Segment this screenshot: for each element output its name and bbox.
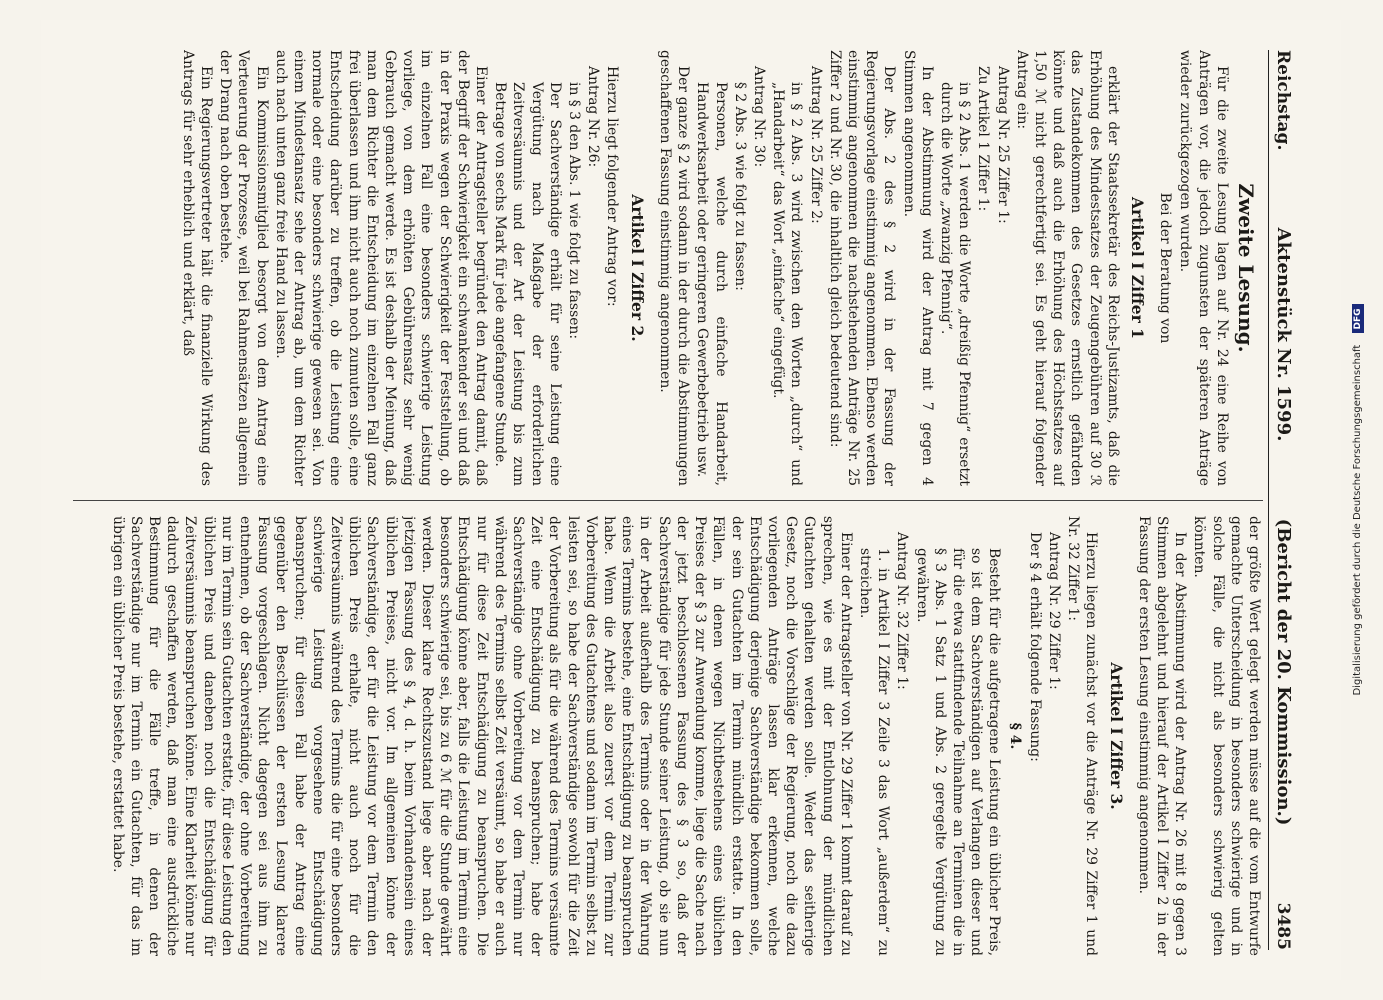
page-header	[1268, 50, 1303, 950]
text-paragraph: Einer der Antragsteller begründet den Antrag damit, daß der Begriff der Schwierigkeit ein schwankender sei und daß in der Praxis wegen der Schwierigkeit der Feststellung, ob im einzelnen Fall eine besonders schwierige Leistung vorliege, von dem erhöhten Gebührensatz sehr wenig Gebrauch gemacht werde. Es ist deshalb der Meinung, daß man dem Richter die Entscheidung im einzelnen Fall ganz frei überlassen und ihm nicht auch noch zumuten solle, eine Entscheidung darüber zu treffen, ob die Leistung eine normale oder eine besonders schwierige gewesen sei. Von einem Mindestansatz sehe der Antrag ab, um dem Richter auch nach unten ganz freie Hand zu lassen.	[272, 50, 490, 486]
paragraph-sign: § 4.	[1006, 722, 1023, 750]
text-paragraph: erklärt der Staatssekretär des Reichs-Justizamts, daß die Erhöhung des Mindestsatzes der Zeugengebühren auf 30 ℛ das Zustandekommen des Gesetzes ernstlich gefährden könnte und daß auch die Erhöhung des Höchstsatzes auf 1,50 ℳ nicht gerechtfertigt sei. Es geht hierauf folgender Antrag ein:	[1013, 50, 1121, 486]
header-left: Reichstag.	[1273, 50, 1293, 151]
motion-label: Antrag Nr. 30:	[750, 66, 767, 168]
motion-label: Antrag Nr. 25 Ziffer 2:	[807, 66, 824, 224]
quoted-motion-text: Personen, welche durch einfache Handarbeit, Handwerksarbeit oder geringeren Gewerbebetrieb usw.	[694, 82, 729, 486]
motion-label: Antrag Nr. 29 Ziffer 1:	[1045, 532, 1062, 690]
header-report-title: (Bericht der 20. Kommission.)	[1273, 518, 1294, 826]
quoted-motion-text: in § 2 Abs. 1 werden die Worte „dreißig Pfennig“ ersetzt durch die Worte „zwanzig Pfennig“.	[937, 82, 973, 486]
credit-text: Digitalisierung gefördert durch die Deutsche Forschungsgemeinschaft	[1352, 344, 1363, 696]
text-paragraph: Hierzu liegt folgender Antrag vor:	[604, 66, 621, 307]
quoted-motion-text: § 2 Abs. 3 wie folgt zu fassen:	[731, 82, 748, 291]
dfg-logo: DFG	[1352, 304, 1364, 333]
motion-label: Antrag Nr. 25 Ziffer 1:	[994, 66, 1011, 224]
article-heading: Artikel I Ziffer 3.	[1106, 662, 1126, 810]
quoted-motion-text: in § 3 den Abs. 1 wie folgt zu fassen:	[566, 82, 583, 340]
text-paragraph: Der ganze § 2 wird sodann in der durch die Abstimmungen geschaffenen Fassung einstimmig angenommen.	[656, 50, 692, 486]
quoted-motion-text: Besteht für die aufgetragene Leistung ein üblicher Preis, so ist dem Sachverständigen auf Verlangen dieser und für die etwa stattfindende Teilnahme an Terminen die in § 3 Abs. 1 Satz 1 und Abs. 2 geregelte Vergütung zu gewähren.	[913, 548, 1003, 956]
page-number: 3485	[1273, 902, 1293, 950]
text-paragraph: Der Abs. 2 des § 2 wird in der Fassung der Regierungsvorlage einstimmig angenommen. Ebenso werden einstimmig angenommen die nachstehenden Anträge Nr. 25 Ziffer 2 und Nr. 30, die inhaltlich gleich bedeutend sind:	[826, 50, 898, 486]
article-heading: Artikel I Ziffer 1	[1127, 197, 1147, 339]
motion-label: Antrag Nr. 32 Ziffer 1:	[894, 532, 911, 690]
article-heading: Artikel I Ziffer 2.	[627, 194, 647, 342]
motion-label: Antrag Nr. 26:	[585, 66, 602, 168]
quoted-motion-text: in § 2 Abs. 3 wird zwischen den Worten „durch“ und „Handarbeit“ das Wort „einfache“ eingefügt.	[770, 82, 805, 486]
text-paragraph: Hierzu liegen zunächst vor die Anträge Nr. 29 Ziffer 1 und Nr. 32 Ziffer 1:	[1065, 516, 1100, 956]
section-heading: Zweite Lesung.	[1234, 183, 1258, 353]
quoted-motion-text: Der Sachverständige erhält für seine Leistung eine Vergütung nach Maßgabe der erforderlichen Zeitversäumnis und der Art der Leistung bis zum Betrage von sechs Mark für jede angefangene Stunde.	[492, 82, 563, 486]
text-paragraph: In der Abstimmung wird der Antrag Nr. 26 mit 8 gegen 3 Stimmen abgelehnt und hierauf der Artikel I Ziffer 2 in der Fassung der ersten Lesung einstimmig angenommen.	[1135, 516, 1189, 956]
left-text-column	[73, 50, 1263, 486]
digitization-credit	[1352, 10, 1364, 990]
text-paragraph: Ein Kommissionsmitglied besorgt von dem Antrag eine Verteuerung der Prozesse, weil bei Rahmensätzen allgemein der Drang nach oben bestehe.	[217, 50, 270, 486]
text-paragraph: In der Abstimmung wird der Antrag mit 7 gegen 4 Stimmen angenommen.	[900, 50, 935, 486]
text-paragraph: Einer der Antragsteller von Nr. 29 Ziffer 1 kommt darauf zu sprechen, wie es mit der Entlohnung der mündlichen Gutachten gehalten werden solle. Weder das seitherige Gesetz, noch die Vorschläge der Regierung, noch die dazu vorliegenden Anträge lassen klar erkennen, welche Entschädigung derjenige Sachverständige bekommen solle, der sein Gutachten im Termin mündlich erstatte. In den Fällen, in denen wegen Nichtbestehens eines üblichen Preises der § 3 zur Anwendung komme, liege die Sache nach der jetzt beschlossenen Fassung des § 3 so, daß der Sachverständige für jede Stunde seiner Leistung, ob sie nun in der Arbeit außerhalb des Termins oder in der Wahrung eines Termins bestehe, eine Entschädigung zu beanspruchen habe. Wenn die Arbeit also zuerst vor dem Termin zur Vorbereitung des Gutachtens und sodann im Termin selbst zu leisten sei, so habe der Sachverständige sowohl für die Zeit der Vorbereitung als für die während des Termins versäumte Zeit eine Entschädigung zu beanspruchen; habe der Sachverständige ohne Vorbereitung vor dem Termin nur während des Termins selbst Zeit versäumt, so habe er auch nur für diese Zeit Entschädigung zu beanspruchen. Die Entschädigung könne aber, falls die Leistung im Termin eine besonders schwierige sei, bis zu 6 ℳ für die Stunde gewährt werden. Dieser klare Rechtszustand liege aber nach der jetzigen Fassung des § 4, d. h. beim Vorhandensein eines üblichen Preises, nicht vor. Im allgemeinen könne der Sachverständige, der für die Leistung vor dem Termin den üblichen Preis erhalte, nicht auch noch für die Zeitversäumnis während des Termins die für eine besonders schwierige Leistung vorgesehene Entschädigung beanspruchen; für diesen Fall habe der Antrag eine gegenüber den Beschlüssen der ersten Lesung klarere Fassung vorgeschlagen. Nicht dagegen sei aus ihm zu entnehmen, ob der Sachverständige, der ohne Vorbereitung nur im Termin sein Gutachten erstatte, für diese Leistung den üblichen Preis und daneben noch die Entschädigung für Zeitversäumnis beanspruchen könne. Eine Klarheit könne nur dadurch geschaffen werden, daß man eine ausdrückliche Bestimmung für die Fälle treffe, in denen der Sachverständige nur im Termin ein Gutachten, für das im übrigen ein üblicher Preis bestehe, erstattet habe.	[109, 516, 854, 956]
right-text-column	[73, 516, 1263, 956]
document-page	[41, 20, 1341, 980]
quoted-motion-text: 1. in Artikel I Ziffer 3 Zeile 3 das Wort „außerdem“ zu streichen.	[856, 548, 892, 956]
header-document-number: Aktenstück Nr. 1599.	[1273, 227, 1294, 442]
motion-label: Zu Artikel 1 Ziffer 1:	[975, 66, 992, 212]
centered-line: Bei der Beratung von	[1157, 192, 1174, 344]
column-divider	[73, 500, 1263, 501]
text-paragraph: Ein Regierungsvertreter hält die finanzielle Wirkung des Antrags für sehr erheblich und erklärt, daß	[179, 50, 215, 486]
motion-label: Der § 4 erhält folgende Fassung:	[1026, 532, 1043, 762]
text-paragraph: Für die zweite Lesung lagen auf Nr. 24 eine Reihe von Anträgen vor, die jedoch zugunsten der späteren Anträge wieder zurückgezogen wurden.	[1177, 50, 1230, 486]
text-paragraph: der größte Wert gelegt werden müsse auf die vom Entwurfe gemachte Unterscheidung in besonders schwierige und in solche Fälle, die nicht als besonders schwierig gelten könnten.	[1191, 516, 1262, 956]
